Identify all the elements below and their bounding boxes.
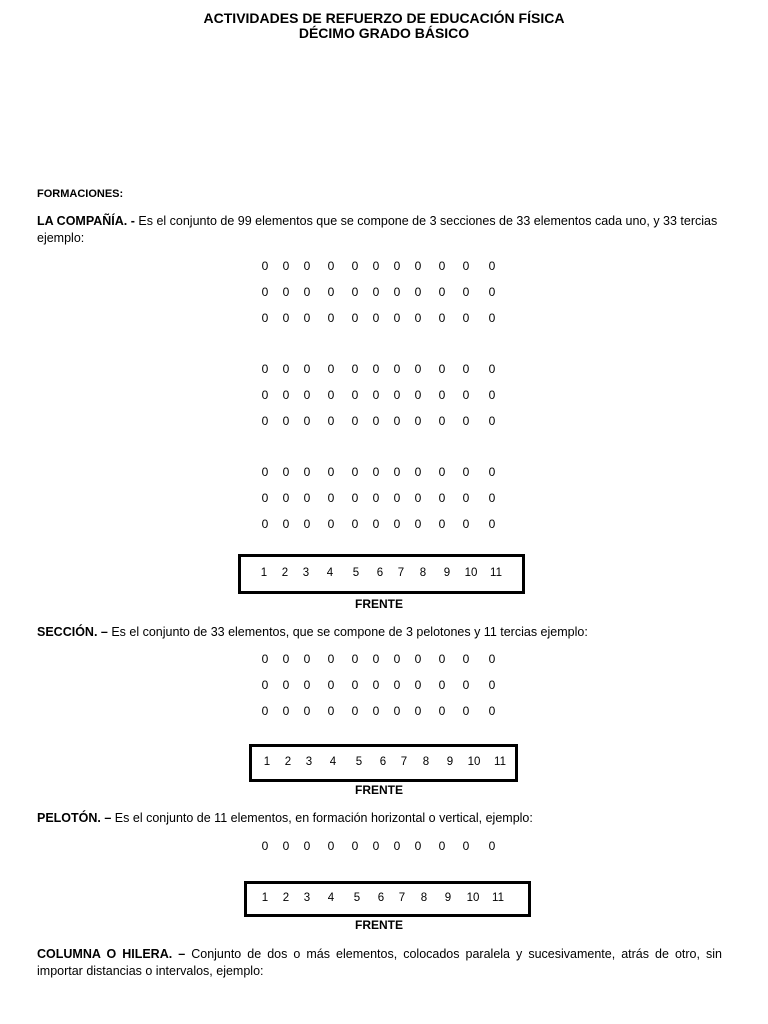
front-number: 7 bbox=[398, 892, 406, 904]
formation-element: 0 bbox=[303, 259, 311, 273]
frente-label-seccion: FRENTE bbox=[355, 783, 403, 797]
formation-element: 0 bbox=[393, 652, 401, 666]
formation-element: 0 bbox=[327, 362, 335, 376]
front-number: 3 bbox=[303, 892, 311, 904]
formation-element: 0 bbox=[462, 259, 470, 273]
formation-element: 0 bbox=[351, 259, 359, 273]
definition-columna: Conjunto de dos o más elementos, colocados paralela y sucesivamente, atrás de otro, sin importar distancias o intervalos, ejemplo: bbox=[37, 947, 722, 978]
formation-element: 0 bbox=[327, 491, 335, 505]
formation-element: 0 bbox=[488, 652, 496, 666]
front-number: 7 bbox=[397, 567, 405, 579]
front-number: 9 bbox=[446, 756, 454, 768]
formation-element: 0 bbox=[261, 388, 269, 402]
front-number: 5 bbox=[355, 756, 363, 768]
formation-element: 0 bbox=[414, 285, 422, 299]
formation-element: 0 bbox=[414, 704, 422, 718]
formation-element: 0 bbox=[261, 362, 269, 376]
frente-label-peloton: FRENTE bbox=[355, 918, 403, 932]
formation-element: 0 bbox=[438, 839, 446, 853]
front-number: 9 bbox=[443, 567, 451, 579]
definition-peloton: Es el conjunto de 11 elementos, en formación horizontal o vertical, ejemplo: bbox=[111, 811, 533, 825]
formation-element: 0 bbox=[438, 491, 446, 505]
term-compania: LA COMPAÑÍA. - bbox=[37, 214, 135, 228]
document-title-line-1: ACTIVIDADES DE REFUERZO DE EDUCACIÓN FÍSICA bbox=[203, 10, 565, 26]
formation-element: 0 bbox=[462, 652, 470, 666]
front-number-box bbox=[249, 744, 518, 782]
formation-element: 0 bbox=[351, 517, 359, 531]
formation-element: 0 bbox=[303, 414, 311, 428]
term-seccion: SECCIÓN. – bbox=[37, 625, 108, 639]
formation-element: 0 bbox=[488, 465, 496, 479]
formation-element: 0 bbox=[351, 839, 359, 853]
formation-element: 0 bbox=[488, 362, 496, 376]
formation-element: 0 bbox=[488, 414, 496, 428]
formation-element: 0 bbox=[414, 678, 422, 692]
formation-element: 0 bbox=[261, 517, 269, 531]
formation-element: 0 bbox=[393, 285, 401, 299]
formation-element: 0 bbox=[282, 414, 290, 428]
formation-element: 0 bbox=[351, 704, 359, 718]
formation-element: 0 bbox=[327, 839, 335, 853]
formation-element: 0 bbox=[282, 839, 290, 853]
formation-element: 0 bbox=[372, 839, 380, 853]
formation-element: 0 bbox=[372, 388, 380, 402]
formation-element: 0 bbox=[414, 311, 422, 325]
formation-element: 0 bbox=[372, 414, 380, 428]
formation-element: 0 bbox=[462, 285, 470, 299]
formation-element: 0 bbox=[351, 491, 359, 505]
formation-element: 0 bbox=[488, 678, 496, 692]
formation-element: 0 bbox=[327, 259, 335, 273]
front-number: 2 bbox=[281, 567, 289, 579]
formation-element: 0 bbox=[488, 704, 496, 718]
formation-element: 0 bbox=[303, 704, 311, 718]
formation-element: 0 bbox=[303, 839, 311, 853]
formation-element: 0 bbox=[351, 285, 359, 299]
formation-element: 0 bbox=[438, 259, 446, 273]
paragraph-compania bbox=[37, 213, 722, 247]
formation-element: 0 bbox=[488, 839, 496, 853]
formation-element: 0 bbox=[282, 517, 290, 531]
formation-element: 0 bbox=[351, 465, 359, 479]
formation-element: 0 bbox=[303, 362, 311, 376]
paragraph-peloton bbox=[37, 810, 722, 827]
formation-element: 0 bbox=[327, 704, 335, 718]
front-number: 8 bbox=[419, 567, 427, 579]
formation-element: 0 bbox=[414, 362, 422, 376]
formation-element: 0 bbox=[351, 678, 359, 692]
formation-element: 0 bbox=[393, 465, 401, 479]
formation-element: 0 bbox=[327, 652, 335, 666]
formation-element: 0 bbox=[462, 388, 470, 402]
formation-element: 0 bbox=[303, 388, 311, 402]
formation-element: 0 bbox=[282, 465, 290, 479]
front-number: 8 bbox=[422, 756, 430, 768]
formation-element: 0 bbox=[393, 704, 401, 718]
paragraph-seccion bbox=[37, 624, 722, 641]
front-number: 10 bbox=[466, 892, 480, 904]
front-number: 11 bbox=[494, 756, 506, 768]
formation-element: 0 bbox=[438, 388, 446, 402]
front-number: 10 bbox=[464, 567, 478, 579]
formation-element: 0 bbox=[261, 414, 269, 428]
formation-element: 0 bbox=[393, 839, 401, 853]
formation-element: 0 bbox=[282, 362, 290, 376]
formation-element: 0 bbox=[351, 362, 359, 376]
front-number-box bbox=[238, 554, 525, 594]
formation-element: 0 bbox=[414, 839, 422, 853]
formation-element: 0 bbox=[327, 517, 335, 531]
formation-element: 0 bbox=[393, 311, 401, 325]
formation-element: 0 bbox=[462, 517, 470, 531]
paragraph-columna bbox=[37, 946, 722, 980]
formation-element: 0 bbox=[261, 311, 269, 325]
formation-element: 0 bbox=[393, 414, 401, 428]
formation-element: 0 bbox=[462, 414, 470, 428]
front-number: 4 bbox=[326, 567, 334, 579]
term-columna: COLUMNA O HILERA. – bbox=[37, 947, 186, 961]
front-number: 2 bbox=[284, 756, 292, 768]
front-number: 3 bbox=[305, 756, 313, 768]
formation-element: 0 bbox=[303, 678, 311, 692]
formation-element: 0 bbox=[261, 839, 269, 853]
formation-element: 0 bbox=[303, 311, 311, 325]
formation-element: 0 bbox=[351, 311, 359, 325]
front-number: 11 bbox=[490, 567, 502, 579]
formation-element: 0 bbox=[414, 414, 422, 428]
front-number: 1 bbox=[260, 567, 268, 579]
formation-element: 0 bbox=[393, 678, 401, 692]
formation-element: 0 bbox=[372, 491, 380, 505]
front-number: 9 bbox=[444, 892, 452, 904]
formation-element: 0 bbox=[438, 311, 446, 325]
formation-element: 0 bbox=[393, 259, 401, 273]
formation-element: 0 bbox=[462, 678, 470, 692]
formation-element: 0 bbox=[327, 414, 335, 428]
formation-element: 0 bbox=[414, 259, 422, 273]
definition-compania: Es el conjunto de 99 elementos que se compone de 3 secciones de 33 elementos cada uno, y 33 tercias ejemplo: bbox=[37, 214, 718, 245]
formation-element: 0 bbox=[372, 652, 380, 666]
formation-element: 0 bbox=[282, 388, 290, 402]
formation-element: 0 bbox=[327, 465, 335, 479]
formation-element: 0 bbox=[261, 259, 269, 273]
formation-element: 0 bbox=[261, 704, 269, 718]
formation-element: 0 bbox=[462, 311, 470, 325]
front-number: 6 bbox=[376, 567, 384, 579]
front-number: 7 bbox=[400, 756, 408, 768]
formation-element: 0 bbox=[438, 362, 446, 376]
formation-element: 0 bbox=[488, 259, 496, 273]
formation-element: 0 bbox=[327, 285, 335, 299]
frente-label-compania: FRENTE bbox=[355, 597, 403, 611]
formation-element: 0 bbox=[282, 678, 290, 692]
formation-element: 0 bbox=[372, 362, 380, 376]
formation-element: 0 bbox=[282, 491, 290, 505]
formation-element: 0 bbox=[372, 465, 380, 479]
formation-element: 0 bbox=[414, 652, 422, 666]
formation-element: 0 bbox=[282, 652, 290, 666]
section-heading-formaciones: FORMACIONES: bbox=[37, 188, 124, 200]
formation-element: 0 bbox=[351, 388, 359, 402]
formation-element: 0 bbox=[438, 652, 446, 666]
front-number: 11 bbox=[492, 892, 504, 904]
front-number: 3 bbox=[302, 567, 310, 579]
formation-element: 0 bbox=[414, 465, 422, 479]
formation-element: 0 bbox=[372, 517, 380, 531]
formation-element: 0 bbox=[282, 285, 290, 299]
formation-element: 0 bbox=[372, 678, 380, 692]
formation-element: 0 bbox=[282, 704, 290, 718]
formation-element: 0 bbox=[372, 259, 380, 273]
front-number: 1 bbox=[263, 756, 271, 768]
formation-element: 0 bbox=[393, 388, 401, 402]
formation-element: 0 bbox=[462, 491, 470, 505]
formation-element: 0 bbox=[372, 311, 380, 325]
term-peloton: PELOTÓN. – bbox=[37, 811, 112, 825]
formation-element: 0 bbox=[488, 517, 496, 531]
definition-seccion: Es el conjunto de 33 elementos, que se compone de 3 pelotones y 11 tercias ejemplo: bbox=[107, 625, 588, 639]
formation-element: 0 bbox=[303, 491, 311, 505]
front-number: 6 bbox=[379, 756, 387, 768]
front-number: 10 bbox=[467, 756, 481, 768]
formation-element: 0 bbox=[327, 388, 335, 402]
front-number: 6 bbox=[377, 892, 385, 904]
formation-element: 0 bbox=[438, 465, 446, 479]
formation-element: 0 bbox=[372, 704, 380, 718]
formation-element: 0 bbox=[327, 311, 335, 325]
front-number-box bbox=[244, 881, 531, 917]
formation-element: 0 bbox=[303, 465, 311, 479]
formation-element: 0 bbox=[438, 285, 446, 299]
formation-element: 0 bbox=[414, 517, 422, 531]
formation-element: 0 bbox=[462, 465, 470, 479]
formation-element: 0 bbox=[261, 465, 269, 479]
formation-element: 0 bbox=[462, 839, 470, 853]
formation-element: 0 bbox=[414, 388, 422, 402]
formation-element: 0 bbox=[462, 362, 470, 376]
front-number: 2 bbox=[282, 892, 290, 904]
formation-element: 0 bbox=[282, 311, 290, 325]
formation-element: 0 bbox=[351, 414, 359, 428]
front-number: 5 bbox=[352, 567, 360, 579]
formation-element: 0 bbox=[351, 652, 359, 666]
front-number: 8 bbox=[420, 892, 428, 904]
formation-element: 0 bbox=[372, 285, 380, 299]
formation-element: 0 bbox=[303, 652, 311, 666]
formation-element: 0 bbox=[488, 491, 496, 505]
formation-element: 0 bbox=[393, 491, 401, 505]
formation-element: 0 bbox=[303, 517, 311, 531]
formation-element: 0 bbox=[438, 517, 446, 531]
formation-element: 0 bbox=[261, 678, 269, 692]
formation-element: 0 bbox=[414, 491, 422, 505]
formation-element: 0 bbox=[488, 311, 496, 325]
formation-element: 0 bbox=[393, 517, 401, 531]
document-title-line-2: DÉCIMO GRADO BÁSICO bbox=[298, 25, 470, 41]
formation-element: 0 bbox=[261, 491, 269, 505]
formation-element: 0 bbox=[327, 678, 335, 692]
formation-element: 0 bbox=[438, 414, 446, 428]
front-number: 1 bbox=[261, 892, 269, 904]
formation-element: 0 bbox=[438, 678, 446, 692]
front-number: 4 bbox=[329, 756, 337, 768]
front-number: 5 bbox=[353, 892, 361, 904]
formation-element: 0 bbox=[261, 652, 269, 666]
formation-element: 0 bbox=[282, 259, 290, 273]
formation-element: 0 bbox=[393, 362, 401, 376]
formation-element: 0 bbox=[462, 704, 470, 718]
formation-element: 0 bbox=[488, 285, 496, 299]
formation-element: 0 bbox=[488, 388, 496, 402]
formation-element: 0 bbox=[438, 704, 446, 718]
formation-element: 0 bbox=[303, 285, 311, 299]
formation-element: 0 bbox=[261, 285, 269, 299]
front-number: 4 bbox=[327, 892, 335, 904]
